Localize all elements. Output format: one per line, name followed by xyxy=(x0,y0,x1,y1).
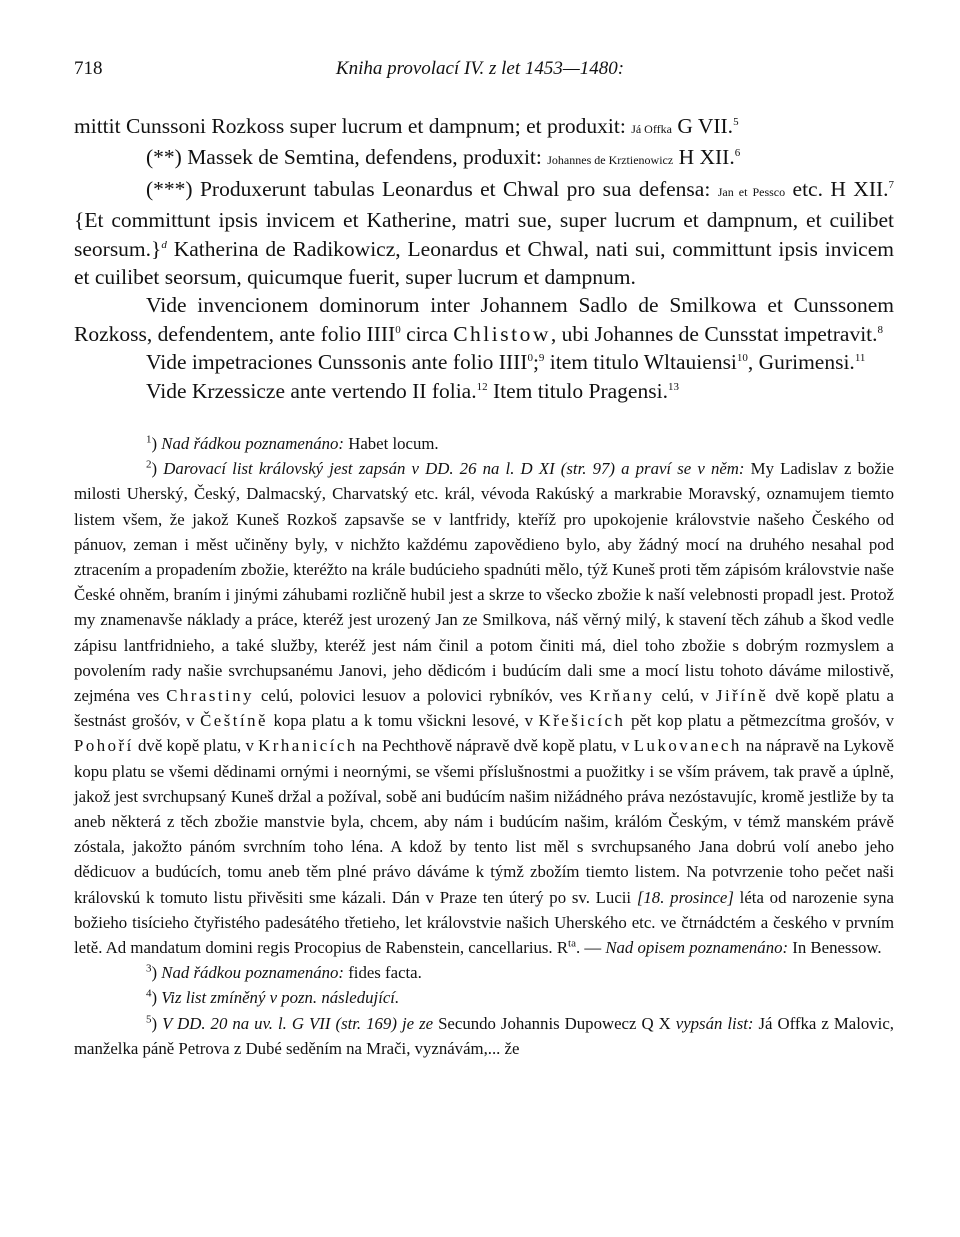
footnote-text: dvě kopě platu a šestnást grošóv, v xyxy=(74,686,895,731)
footnote-text: celú, polovici lesuov a polovici rybníkóv, ves xyxy=(253,686,590,706)
paragraph-4 xyxy=(74,291,894,348)
footnote-ref: 5 xyxy=(733,115,739,128)
text-run: Vide impetraciones Cunssonis ante folio IIII xyxy=(146,350,528,375)
footnote-text: kopa platu a k tomu všickni lesové, v xyxy=(267,711,539,731)
text-run: H XII. xyxy=(673,145,735,170)
place-name: Krňany xyxy=(589,686,655,706)
witness-name: Jan et Pessco xyxy=(717,184,786,199)
footnote-ref: 10 xyxy=(736,352,748,365)
text-run: item titulo Wltauiensi xyxy=(544,350,737,375)
footnote-text: léta od narozenie syna božieho tisícieho čtyřistého padesátého třetieho, let královstvie našich Uherského etc. ve čtrnádctém a českého v prvním letě. Ad mandatum domini regis Procopius de Rabenstein, cancellarius. R xyxy=(74,887,895,958)
text-run: Vide invencionem dominorum inter Johannem Sadlo de Smilkowa et Cunssonem Rozkoss, defendentem, ante folio IIII xyxy=(74,293,894,346)
witness-name: Johannes de Krztienowicz xyxy=(547,153,674,168)
footnote-ref: 12 xyxy=(476,380,488,393)
footnote-3: $^3$) Nad řádkou poznamenáno: fides facta. xyxy=(146,962,422,983)
footnote-2: $^2$) Darovací list královský jest zapsán v DD. 26 na l. D XI (str. 97) a praví se v něm: My Ladislav z božie milosti Uherský, Český, Dalmacský, Charvatský etc. král, vévoda Rakúský a markrabie Moravský, oznamujem tiemto listem všem, že jakož Kuneš Rozkoš zapsavše se v lantfridy, kteříž pro upokojenie královstvie našeho Českého od pánuov, zeman i měst učiněny byly, v nichžto každému zapovědieno bylo, aby žádný mocí na druhého nesahal pod ztracením a propadením zbožie, kteréžto na krále budúcieho spadnúti mělo, týž Kuneš proti těm zápisóm královstvie naše České ohněm, braním i jinými záhubami rozličně hubil jest a skrze to všecko zbožie k naší velebnosti propadl jest. Protož my znamenavše náklady a práce, kteréž jest urozený Jan ze Smilkova, náš věrný milý, k stavení těch záhub a škod vedle zápisu lantfridnieho, a také služby, kteréž jest nám činil a potom činiti má, diel toho zbožie s dobrým rozmyslem a povolením rady našie svrchupsanému Janovi, jeho dědicóm i budúcím dali sme a mocí listu tohoto dáváme milostivě, zejména ves Chrastiny celú, polovici lesuov a polovici rybníkóv, ves Krňany celú, v Jiříně dvě kopě platu a šestnást grošóv, v Češtíně kopa platu a k tomu všickni lesové, v Křešicích pět kop platu a pětmezcítma grošóv, v Pohoří dvě kopě platu, v Krhanicích na Pechthově nápravě dvě kopě platu, v Lukovanech na nápravě na Lykově kopu platu se všemi dědinami ornými i neornými, se všemi příslušnostmi a puožitky i se vším právem, tak pravě a úplně, jakož jest svrchupsaný Kuneš držal a požíval, sobě ani budúcím našim nižádného práva nezóstavujíc, kromě jestliže by ta aneb některá z těch zbožie manstvie byla, chcem, aby nám i budúcím našim, králóm Českým, v témž manském právě zóstala, jakožto pánóm svrchním toho léna. A kdož by tento list měl s svrchupsaného Jana dobrú volí anebo jeho dědicuov a budúcích, tomu aneb těm plné právo dáváme k týmž zbožím tiemto listem. Na potvrzenie toho pečet naši královskú k tomuto listu přivěsiti sme kázali. Dán v Praze ten úterý po sv. Lucii [18. prosince] léta od narozenie syna božieho tisícieho čtyřistého padesátého třetieho, let královstvie našich Uherského etc. ve čtrnádctém a českého v prvním letě. Ad mandatum domini regis Procopius de Rabenstein, cancellarius. $R^{ta}$. — Nad opisem poznamenáno: In Benessow. xyxy=(74,458,895,958)
editorial-date: [18. prosince] xyxy=(636,887,734,907)
page-number: 718 xyxy=(74,58,103,79)
place-name: Krhanicích xyxy=(258,736,358,756)
text-run: ; xyxy=(532,350,539,375)
editorial-note: vypsán list: xyxy=(675,1013,754,1033)
running-title: Kniha provolací IV. z let 1453—1480: xyxy=(335,58,625,79)
text-run: , Gurimensi. xyxy=(747,350,855,375)
text-run: , ubi Johannes de Cunsstat impetravit. xyxy=(550,321,878,346)
editorial-note: Nad řádkou poznamenáno: xyxy=(161,963,345,983)
footnote-ref: 11 xyxy=(854,352,866,365)
editorial-note: Viz list zmíněný v pozn. následující. xyxy=(161,988,400,1008)
text-run: Vide Krzessicze ante vertendo II folia. xyxy=(146,378,477,403)
footnote-4: $^4$) Viz list zmíněný v pozn. následující. xyxy=(146,987,400,1008)
footnote-text: fides facta. xyxy=(344,963,422,983)
paragraph-6 xyxy=(74,377,894,405)
footnote-ref: 9 xyxy=(538,352,545,365)
footnote-number: 2 xyxy=(146,458,152,471)
paragraph-1 xyxy=(74,112,894,143)
text-run: Item titulo Pragensi. xyxy=(487,378,668,403)
footnote-ref: 13 xyxy=(667,380,679,393)
place-name: Křešicích xyxy=(538,711,626,731)
footnote-text: Secundo Johannis Dupowecz Q X xyxy=(433,1013,676,1033)
text-run: G VII. xyxy=(671,114,734,138)
text-run: circa xyxy=(400,321,454,346)
footnote-text: celú, v xyxy=(654,686,716,706)
footnote-text: Habet locum. xyxy=(344,434,439,453)
superscript: ta xyxy=(568,937,576,950)
footnote-number: 4 xyxy=(146,987,152,1000)
text-run: {Et committunt ipsis invicem et Katherine, matri sue, super lucrum et dampnum, et cuilibet seorsum.} xyxy=(74,208,894,261)
footnotes xyxy=(74,431,894,1061)
footnote-ref: 8 xyxy=(877,323,884,336)
paragraph-2 xyxy=(74,143,894,174)
editorial-note: V DD. 20 na uv. l. G VII (str. 169) je ze xyxy=(162,1013,434,1033)
page-header xyxy=(74,58,886,88)
footnote-1: $^1$) Nad řádkou poznamenáno: Habet locum. xyxy=(146,433,439,453)
editorial-note: Nad opisem poznamenáno: xyxy=(605,938,789,958)
footnote-number: 5 xyxy=(146,1013,152,1026)
place-name: Češtíně xyxy=(200,711,268,731)
footnote-text: . — xyxy=(575,938,606,958)
footnote-text: My Ladislav z božie milosti Uherský, Český, Dalmacský, Charvatský etc. král, vévoda Rakúský a markrabie Moravský, oznamujem tiemto listem všem, že jakož Kuneš Rozkoš zapsavše se v lantfridy, kteříž pro upokojenie královstvie našeho Českého od pánuov, zeman i měst učiněny byly, v nichžto každému zapovědieno bylo, aby žádný mocí na druhého nesahal pod ztracením a propadením zbožie, kteréžto na krále budúcieho spadnúti mělo, týž Kuneš proti těm zápisóm královstvie naše České ohněm, braním i jinými záhubami rozličně hubil jest a skrze to všecko zbožie k naší velebnosti propadl jest. Protož my znamenavše náklady a práce, kteréž jest urozený Jan ze Smilkova, náš věrný milý, k stavení těch záhub a škod vedle zápisu lantfridnieho, a také služby, kteréž jest nám činil a potom činiti má, diel toho zbožie s dobrým rozmyslem a povolením rady našie svrchupsanému Janovi, jeho dědicóm i budúcím dali sme a mocí listu tohoto dáváme milostivě, zejména ves xyxy=(74,459,894,706)
footnote-number: 1 xyxy=(146,433,152,446)
place-name: Chrastiny xyxy=(166,686,254,706)
footnote-ref: 6 xyxy=(734,147,741,160)
place-name: Jiříně xyxy=(715,686,769,706)
main-text xyxy=(74,112,894,405)
superscript: 0 xyxy=(527,352,533,365)
paragraph-3 xyxy=(74,175,894,292)
place-name: Lukovanech xyxy=(633,736,742,756)
footnote-text: na Pechthově nápravě dvě kopě platu, v xyxy=(357,736,634,756)
editorial-note: Darovací list královský jest zapsán v DD. 26 na l. D XI (str. 97) a praví se v něm: xyxy=(163,459,745,479)
footnote-text: dvě kopě platu, v xyxy=(133,736,259,756)
text-run: etc. H XII. xyxy=(785,176,889,201)
footnote-5: $^5$) V DD. 20 na uv. l. G VII (str. 169) je ze Secundo Johannis Dupowecz Q X vypsán list: Já Offka z Malovic, manželka páně Petrova z Dubé seděním na Mrači, vyznávám,... že xyxy=(74,1013,894,1058)
footnote-text: na nápravě na Lykově kopu platu se všemi dědinami ornými i neornými, se všemi příslušnostmi a puožitky i se vším právem, tak pravě a úplně, jakož jest svrchupsaný Kuneš držal a požíval, sobě ani budúcím našim nižádného práva nezóstavujíc, kromě jestliže by ta aneb některá z těch zbožie manstvie byla, chcem, aby nám i budúcím našim, králóm Českým, v témž manském právě zóstala, jakožto pánóm svrchním toho léna. A kdož by tento list měl s svrchupsaného Jana dobrú volí anebo jeho dědicuov a budúcích, tomu aneb těm plné právo dáváme k týmž zbožím tiemto listem. Na potvrzenie toho pečet naši královskú k tomuto listu přivěsiti sme kázali. Dán v Praze ten úterý po sv. Lucii xyxy=(74,736,894,907)
place-name: Pohoří xyxy=(74,736,134,756)
text-run: (**) Massek de Semtina, defendens, produxit: xyxy=(146,145,548,170)
footnote-ref: 7 xyxy=(888,178,895,191)
text-run: Katherina de Radikowicz, Leonardus et Chwal, nati sui, committunt ipsis invicem et cuilibet seorsum, quicumque fuerit, super lucrum et dampnum. xyxy=(74,236,894,290)
superscript: 0 xyxy=(395,323,401,336)
footnote-text: Já Offka z Malovic, manželka páně Petrova z Dubé seděním na Mrači, vyznávám,... že xyxy=(74,1013,894,1058)
place-name: Chlistow xyxy=(453,321,551,346)
footnote-text: In Benessow. xyxy=(788,938,882,958)
text-run: mittit Cunssoni Rozkoss super lucrum et dampnum; et produxit: xyxy=(74,114,632,138)
editorial-note: Nad řádkou poznamenáno: xyxy=(161,434,345,453)
witness-name: Já Offka xyxy=(631,122,672,136)
text-run: (***) Produxerunt tabulas Leonardus et Chwal pro sua defensa: xyxy=(146,176,718,201)
paragraph-5 xyxy=(74,348,894,376)
footnote-number: 3 xyxy=(146,962,152,975)
footnote-text: pět kop platu a pětmezcítma grošóv, v xyxy=(625,711,894,731)
footnote-ref: d xyxy=(161,238,167,251)
